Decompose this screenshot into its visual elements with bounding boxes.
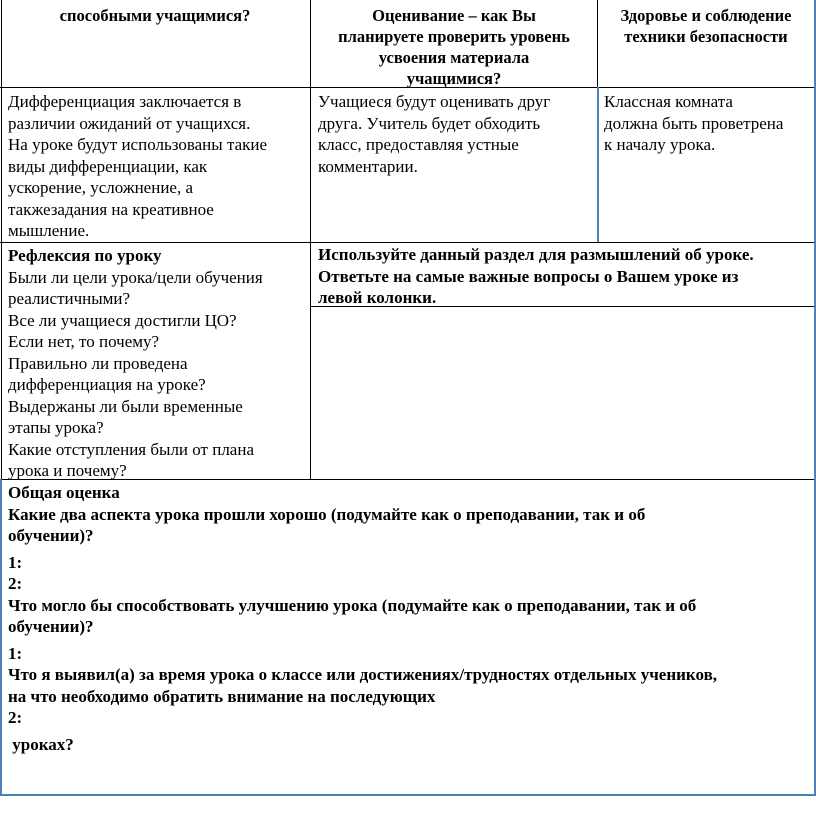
health-cell-border bbox=[597, 87, 599, 242]
header-health-safety bbox=[598, 5, 814, 47]
summary-item-3: 1: bbox=[8, 643, 23, 663]
summary-item-4: 2: bbox=[8, 708, 23, 727]
health-safety-text bbox=[604, 91, 814, 156]
summary-question-1: обучении)? bbox=[8, 526, 94, 545]
summary-section bbox=[8, 482, 812, 755]
frame-bottom bbox=[0, 794, 816, 796]
assessment-text bbox=[318, 91, 594, 177]
text-line: друга. Учитель будет обходить bbox=[318, 113, 541, 133]
summary-tail: уроках? bbox=[8, 734, 74, 754]
summary-title: Общая оценка bbox=[8, 483, 120, 502]
header-col3-line: техники безопасности bbox=[624, 27, 788, 46]
instruction-line: левой колонки. bbox=[318, 288, 437, 307]
summary-question-3: на что необходимо обратить внимание на последующих bbox=[8, 686, 436, 706]
summary-question-3: Что я выявил(а) за время урока о классе или достижениях/трудностях отдельных учеников, bbox=[8, 665, 717, 684]
text-line: Классная комната bbox=[604, 92, 733, 111]
summary-question-1: Какие два аспекта урока прошли хорошо (подумайте как о преподавании, так и об bbox=[8, 504, 646, 524]
header-col2-line: учащимися? bbox=[406, 69, 502, 88]
col-divider-1 bbox=[310, 0, 311, 242]
header-differentiation bbox=[2, 5, 308, 26]
summary-question-2: Что могло бы способствовать улучшению урока (подумайте как о преподавании, так и об bbox=[8, 595, 697, 615]
reflection-question: урока и почему? bbox=[8, 461, 127, 480]
reflection-question: Если нет, то почему? bbox=[8, 332, 160, 351]
reflection-question: Выдержаны ли были временные bbox=[8, 396, 243, 416]
header-col2-line: усвоения материала bbox=[378, 48, 530, 67]
text-line: комментарии. bbox=[318, 156, 418, 176]
row-divider-1 bbox=[0, 242, 816, 243]
header-col1-line: способными учащимися? bbox=[59, 6, 251, 25]
reflection-question: Все ли учащиеся достигли ЦО? bbox=[8, 310, 237, 330]
header-col2-line: планируете проверить уровень bbox=[338, 27, 570, 46]
reflection-cell bbox=[8, 245, 308, 482]
table-left-border bbox=[1, 0, 2, 479]
frame-left bbox=[0, 479, 2, 796]
instruction-line: Используйте данный раздел для размышлений об уроке. bbox=[318, 245, 754, 264]
reflection-question: Были ли цели урока/цели обучения bbox=[8, 267, 263, 287]
summary-item-1: 1: bbox=[8, 552, 23, 572]
text-line: различии ожиданий от учащихся. bbox=[8, 113, 251, 133]
reflection-question: дифференциация на уроке? bbox=[8, 375, 206, 394]
header-col3-line: Здоровье и соблюдение bbox=[620, 6, 792, 25]
text-line: такжезадания на креативное bbox=[8, 199, 214, 219]
text-line: ускорение, усложнение, а bbox=[8, 178, 194, 197]
instruction-line: Ответьте на самые важные вопросы о Вашем уроке из bbox=[318, 266, 739, 286]
text-line: виды дифференциации, как bbox=[8, 156, 208, 176]
header-col2-line: Оценивание – как Вы bbox=[372, 6, 536, 25]
text-line: На уроке будут использованы такие bbox=[8, 135, 268, 154]
reflection-answer-area[interactable] bbox=[312, 308, 812, 477]
reflection-question: Какие отступления были от плана bbox=[8, 439, 254, 459]
reflection-question: Правильно ли проведена bbox=[8, 353, 188, 373]
summary-question-2: обучении)? bbox=[8, 617, 94, 636]
col-divider-reflection bbox=[310, 242, 311, 479]
header-assessment bbox=[312, 5, 596, 89]
text-line: класс, предоставляя устные bbox=[318, 135, 519, 154]
text-line: Учащиеся будут оценивать друг bbox=[318, 92, 551, 111]
reflection-title: Рефлексия по уроку bbox=[8, 246, 162, 265]
differentiation-text bbox=[8, 91, 308, 242]
text-line: мышление. bbox=[8, 221, 90, 240]
text-line: должна быть проветрена bbox=[604, 113, 784, 133]
text-line: к началу урока. bbox=[604, 135, 716, 154]
text-line: Дифференциация заключается в bbox=[8, 92, 242, 111]
reflection-instruction bbox=[318, 244, 812, 309]
reflection-question: этапы урока? bbox=[8, 418, 104, 437]
summary-item-2: 2: bbox=[8, 574, 23, 593]
reflection-question: реалистичными? bbox=[8, 289, 131, 308]
